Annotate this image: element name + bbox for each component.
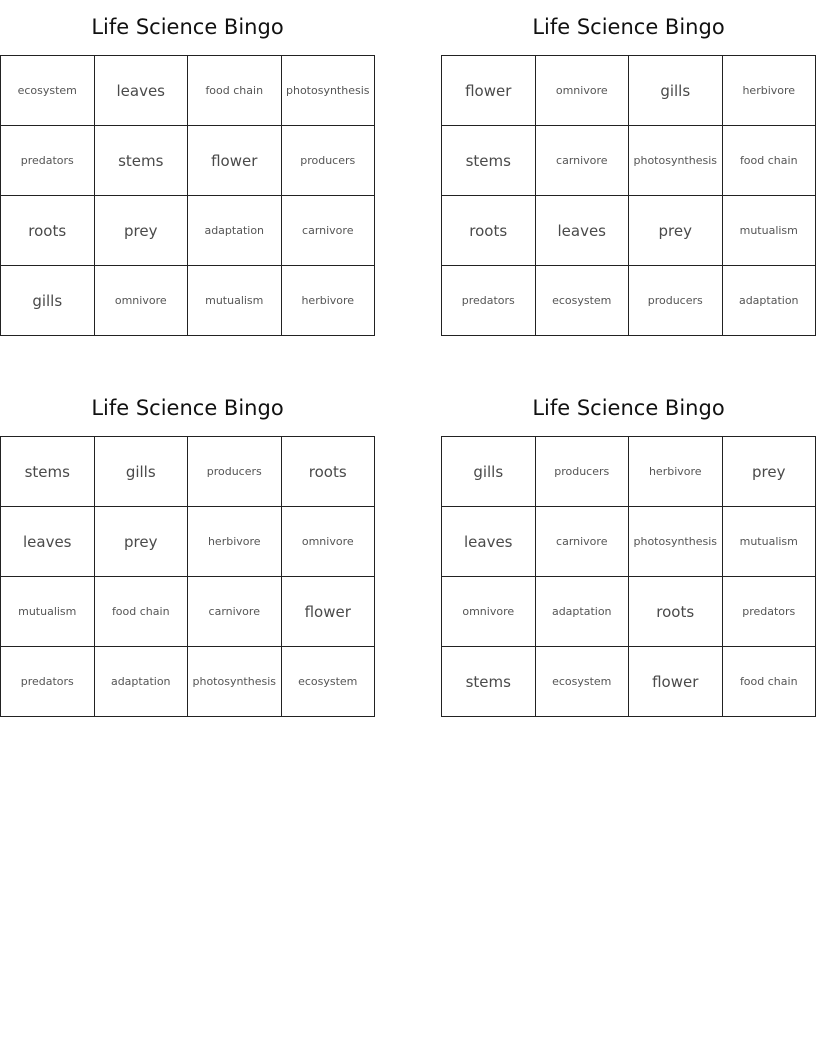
bingo-cell: stems — [442, 647, 536, 717]
bingo-cell: photosynthesis — [629, 507, 723, 577]
bingo-cell: photosynthesis — [629, 126, 723, 196]
bingo-cell: omnivore — [95, 266, 189, 336]
bingo-cell: food chain — [723, 647, 816, 717]
bingo-cell: omnivore — [442, 577, 536, 647]
bingo-cell: ecosystem — [1, 56, 95, 126]
bingo-cell: herbivore — [723, 56, 816, 126]
bingo-cell: gills — [95, 437, 189, 507]
bingo-cell: prey — [629, 196, 723, 266]
bingo-cell: producers — [629, 266, 723, 336]
bingo-card-1 — [0, 0, 375, 336]
bingo-cell: herbivore — [629, 437, 723, 507]
bingo-cell: stems — [1, 437, 95, 507]
bingo-card-2 — [441, 0, 816, 336]
bingo-cell: omnivore — [536, 56, 630, 126]
bingo-cell: adaptation — [95, 647, 189, 717]
bingo-cell: roots — [1, 196, 95, 266]
bingo-cell: prey — [723, 437, 816, 507]
bingo-cell: predators — [442, 266, 536, 336]
bingo-cell: gills — [629, 56, 723, 126]
bingo-cell: carnivore — [536, 126, 630, 196]
bingo-cell: flower — [629, 647, 723, 717]
bingo-cell: prey — [95, 196, 189, 266]
bingo-cell: producers — [188, 437, 282, 507]
bingo-cell: predators — [723, 577, 816, 647]
bingo-cell: adaptation — [723, 266, 816, 336]
bingo-cell: roots — [629, 577, 723, 647]
bingo-cell: gills — [442, 437, 536, 507]
bingo-cell: stems — [95, 126, 189, 196]
bingo-cell: mutualism — [188, 266, 282, 336]
card-title: Life Science Bingo — [91, 396, 284, 420]
bingo-cell: mutualism — [1, 577, 95, 647]
bingo-cell: photosynthesis — [282, 56, 376, 126]
bingo-cell: herbivore — [188, 507, 282, 577]
bingo-cell: food chain — [95, 577, 189, 647]
bingo-cell: predators — [1, 647, 95, 717]
bingo-cell: photosynthesis — [188, 647, 282, 717]
bingo-cell: ecosystem — [282, 647, 376, 717]
card-title: Life Science Bingo — [532, 396, 725, 420]
bingo-cell: mutualism — [723, 196, 816, 266]
bingo-grid — [441, 436, 816, 717]
card-title: Life Science Bingo — [91, 15, 284, 39]
bingo-cell: prey — [95, 507, 189, 577]
bingo-cell: adaptation — [536, 577, 630, 647]
bingo-grid — [0, 436, 375, 717]
bingo-cell: food chain — [188, 56, 282, 126]
bingo-cell: carnivore — [536, 507, 630, 577]
bingo-cell: omnivore — [282, 507, 376, 577]
bingo-cell: predators — [1, 126, 95, 196]
bingo-cell: food chain — [723, 126, 816, 196]
bingo-cell: carnivore — [188, 577, 282, 647]
bingo-grid — [0, 55, 375, 336]
bingo-cell: leaves — [536, 196, 630, 266]
bingo-cell: gills — [1, 266, 95, 336]
bingo-card-3 — [0, 381, 375, 717]
bingo-cell: producers — [282, 126, 376, 196]
bingo-grid — [441, 55, 816, 336]
bingo-cell: mutualism — [723, 507, 816, 577]
bingo-cell: adaptation — [188, 196, 282, 266]
bingo-cell: leaves — [95, 56, 189, 126]
bingo-cell: stems — [442, 126, 536, 196]
bingo-cell: roots — [442, 196, 536, 266]
bingo-cell: roots — [282, 437, 376, 507]
bingo-cell: carnivore — [282, 196, 376, 266]
bingo-cell: producers — [536, 437, 630, 507]
bingo-cell: ecosystem — [536, 647, 630, 717]
bingo-cell: ecosystem — [536, 266, 630, 336]
bingo-cell: flower — [282, 577, 376, 647]
bingo-cell: herbivore — [282, 266, 376, 336]
bingo-card-4 — [441, 381, 816, 717]
bingo-cell: flower — [442, 56, 536, 126]
bingo-cell: flower — [188, 126, 282, 196]
bingo-cell: leaves — [1, 507, 95, 577]
bingo-cell: leaves — [442, 507, 536, 577]
card-title: Life Science Bingo — [532, 15, 725, 39]
